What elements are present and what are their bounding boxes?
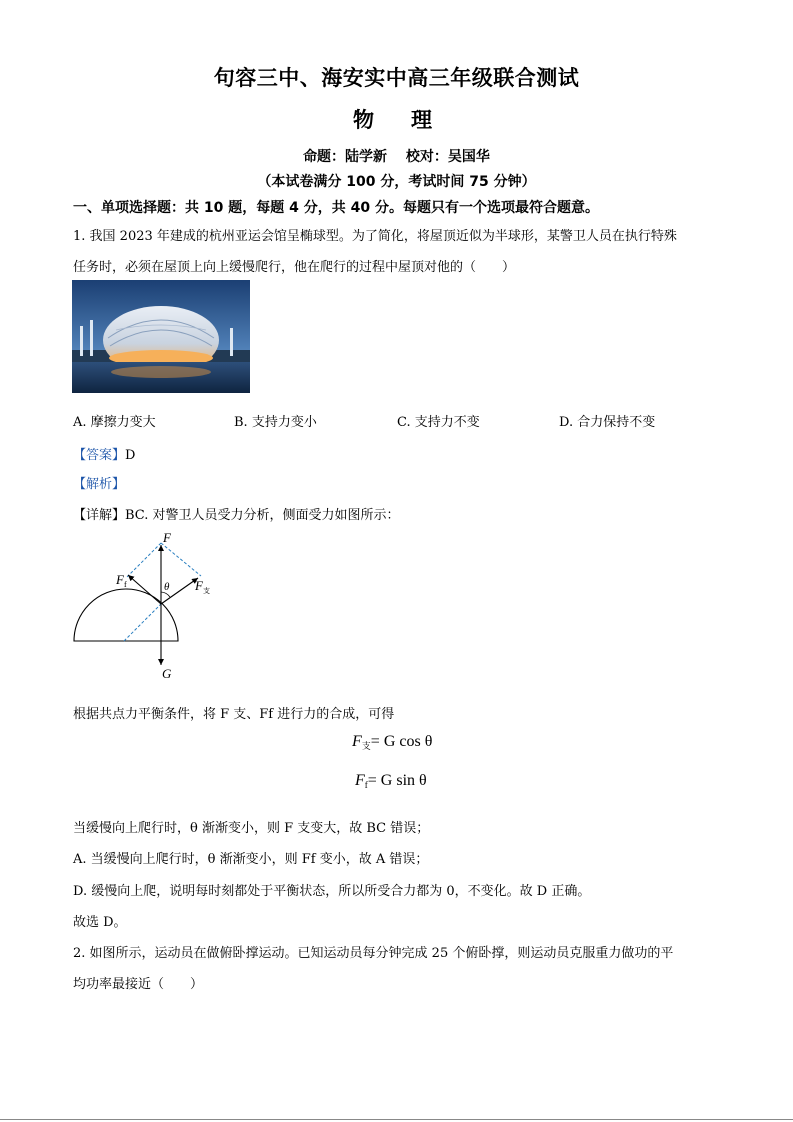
analysis-tag: 【解析】 (73, 477, 126, 492)
hemisphere-outline (74, 589, 178, 641)
q2-text-line2: 均功率最接近（ ） (73, 977, 204, 992)
dashed-line-ff-to-f (126, 543, 161, 578)
label-fzhi (194, 578, 210, 595)
answer-tag: 【答案】 (73, 448, 126, 463)
dashed-line-fzhi-to-f (161, 543, 201, 576)
subject-title: 物 理 (353, 108, 440, 132)
force-diagram (66, 528, 226, 684)
detail-tag: 【详解】 (73, 508, 126, 523)
eq2-rhs: = G sin θ (367, 772, 427, 789)
q2-text-line1: 2. 如图所示，运动员在做俯卧撑运动。已知运动员每分钟完成 25 个俯卧撑，则运动员克服重力做功的平 (73, 946, 674, 961)
eq1-sub: 支 (361, 741, 371, 751)
q1-option-d: D. 合力保持不变 (559, 415, 656, 430)
detail-line (73, 504, 400, 523)
q1-option-b: B. 支持力变小 (234, 415, 317, 430)
exam-note: （本试卷满分 100 分，考试时间 75 分钟） (257, 174, 536, 190)
label-g: G (162, 666, 172, 681)
conclusion-line-4: 故选 D。 (73, 915, 127, 930)
eq2-lhs: F (355, 772, 365, 789)
credits-line: 命题：陆学新 校对：吴国华 (303, 149, 490, 165)
equation-2 (355, 772, 427, 790)
label-f: F (163, 530, 171, 545)
eq1-lhs: F (352, 733, 362, 750)
radius-dashed-line (124, 604, 161, 641)
answer-value: D (125, 448, 136, 463)
conclusion-line-3: D. 缓慢向上爬，说明每时刻都处于平衡状态，所以所受合力都为 0，不变化。故 D 正确。 (73, 884, 591, 899)
q1-text-line2: 任务时，必须在屋顶上向上缓慢爬行，他在爬行的过程中屋顶对他的（ ） (73, 260, 516, 275)
conclusion-line-2: A. 当缓慢向上爬行时，θ 渐渐变小，则 Ff 变小，故 A 错误； (73, 852, 429, 867)
label-ff-sub: f (123, 580, 127, 589)
answer-line (73, 444, 135, 463)
equation-1 (352, 733, 432, 752)
section-heading: 一、单项选择题：共 10 题，每题 4 分，共 40 分。每题只有一个选项最符合题意。 (73, 200, 599, 216)
q1-option-a: A. 摩擦力变大 (73, 415, 156, 430)
stadium-photo (72, 280, 250, 393)
eq2-sub: f (364, 780, 368, 790)
label-theta: θ (164, 581, 170, 593)
eq1-rhs: = G cos θ (370, 733, 433, 750)
page-bottom-divider (0, 1119, 793, 1120)
exam-title: 句容三中、海安实中高三年级联合测试 (213, 66, 580, 90)
label-fzhi-sub: 支 (202, 587, 210, 595)
q1-option-c: C. 支持力不变 (397, 415, 480, 430)
label-ff-main: F (116, 572, 124, 587)
conclusion-line-1: 当缓慢向上爬行时，θ 渐渐变小，则 F 支变大，故 BC 错误； (73, 821, 430, 836)
balance-line: 根据共点力平衡条件，将 F 支、Ff 进行力的合成，可得 (73, 707, 395, 722)
q1-text-line1: 1. 我国 2023 年建成的杭州亚运会馆呈椭球型。为了简化，将屋顶近似为半球形，某警卫人员在执行特殊 (73, 229, 677, 244)
label-fzhi-main: F (195, 578, 203, 593)
label-ff (115, 572, 127, 589)
detail-text: BC. 对警卫人员受力分析，侧面受力如图所示： (125, 508, 400, 523)
